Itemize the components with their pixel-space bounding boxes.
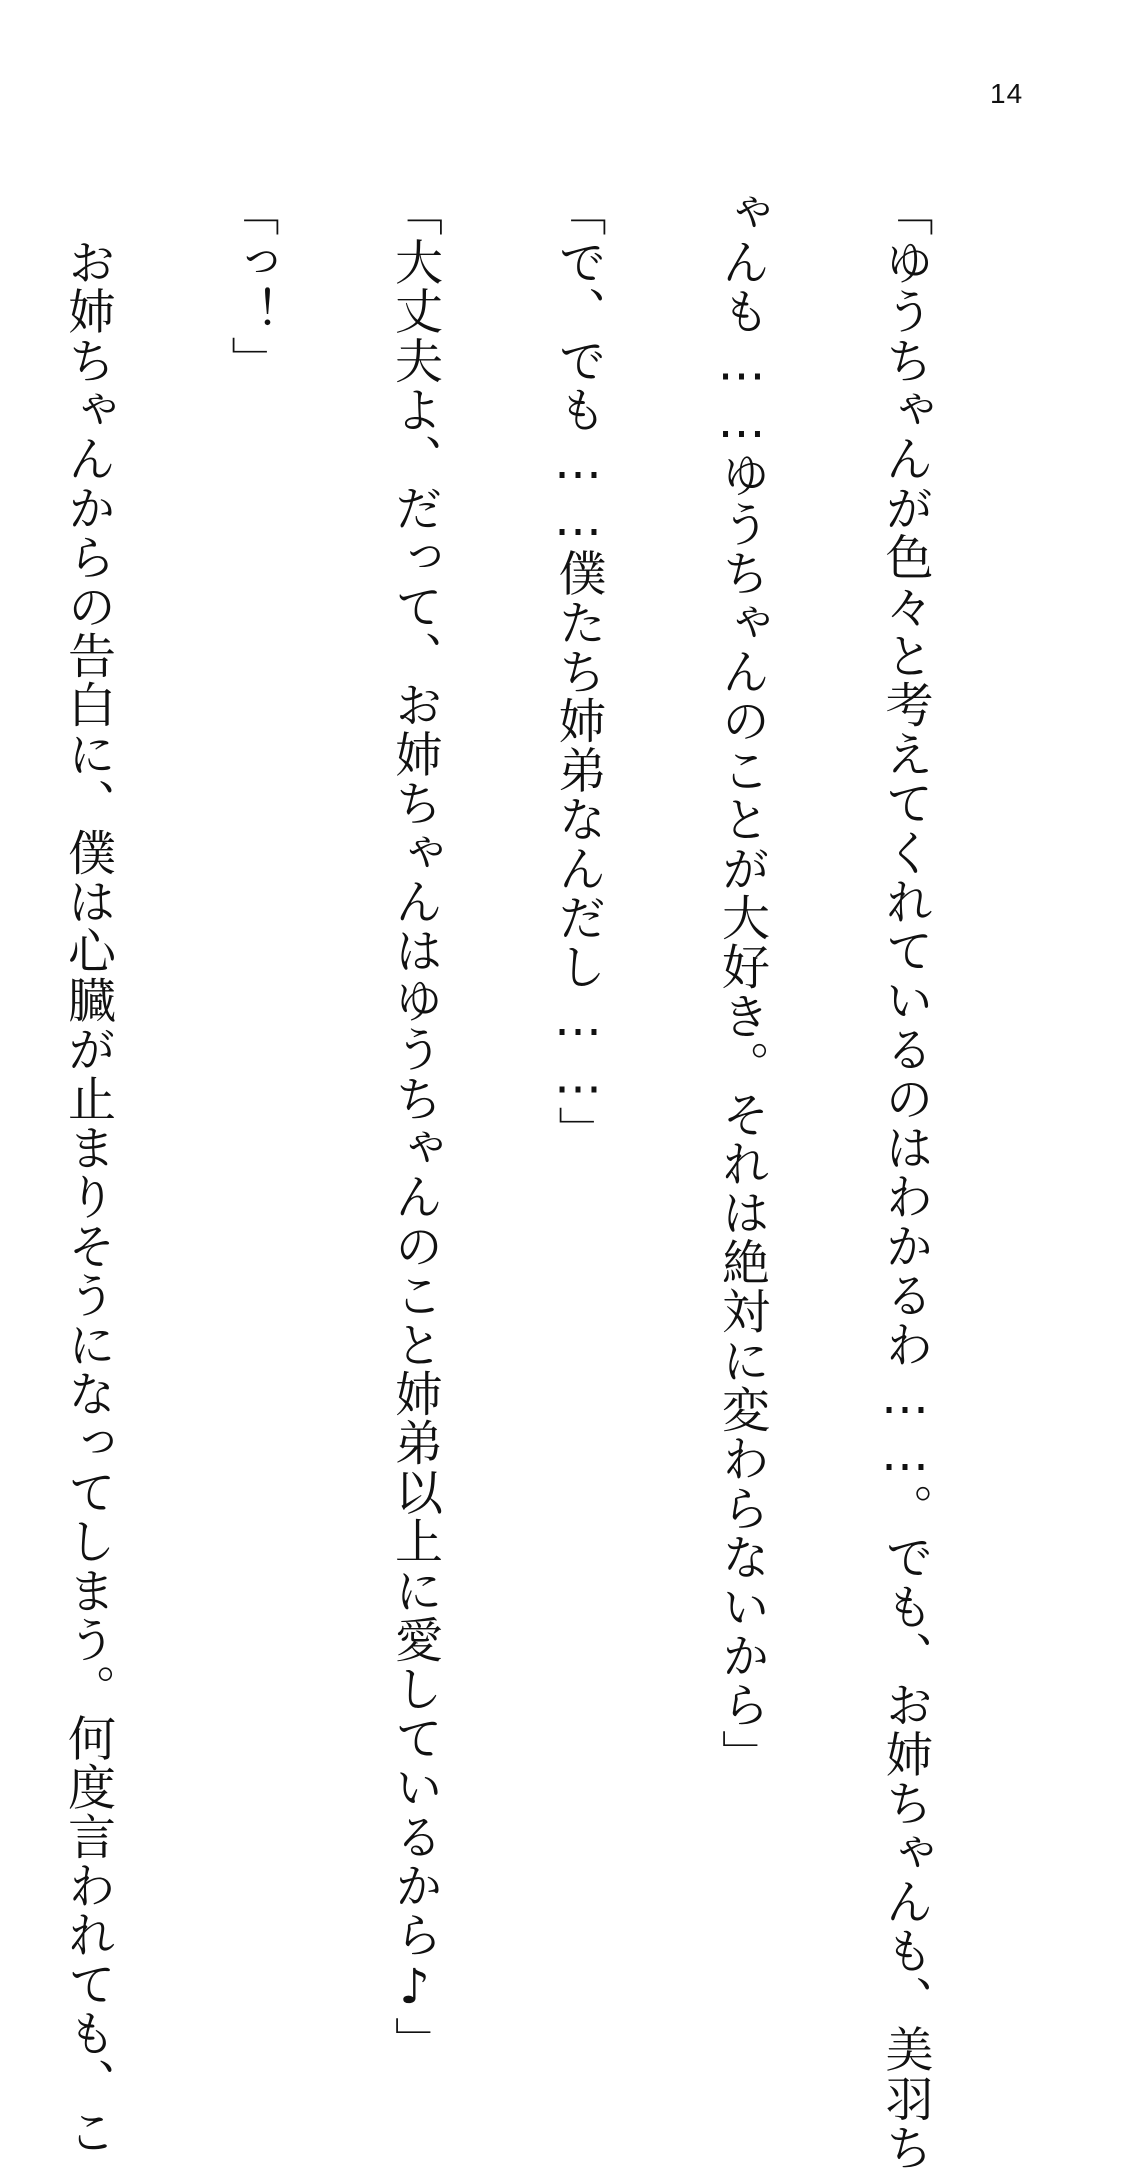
text-line: 「っ！」 [223, 188, 279, 385]
text-line: お姉ちゃんからの告白に、僕は心臓が止まりそうになってしまう。何度言われても、こ [59, 188, 116, 2156]
text-line: 「で、でも……僕たち姉弟なんだし……」 [550, 188, 606, 1155]
text-line: 「大丈夫よ、だって、お姉ちゃんはゆうちゃんのこと姉弟以上に愛しているから♪」 [386, 188, 443, 2066]
vertical-text-body [0, 188, 1041, 2172]
text-line: ゃんも……ゆうちゃんのことが大好き。それは絶対に変わらないから」 [713, 188, 770, 1779]
page-number: 14 [990, 78, 1024, 109]
text-line: 「ゆうちゃんが色々と考えてくれているのはわかるわ……。でも、お姉ちゃんも、美羽ち [877, 188, 933, 2172]
